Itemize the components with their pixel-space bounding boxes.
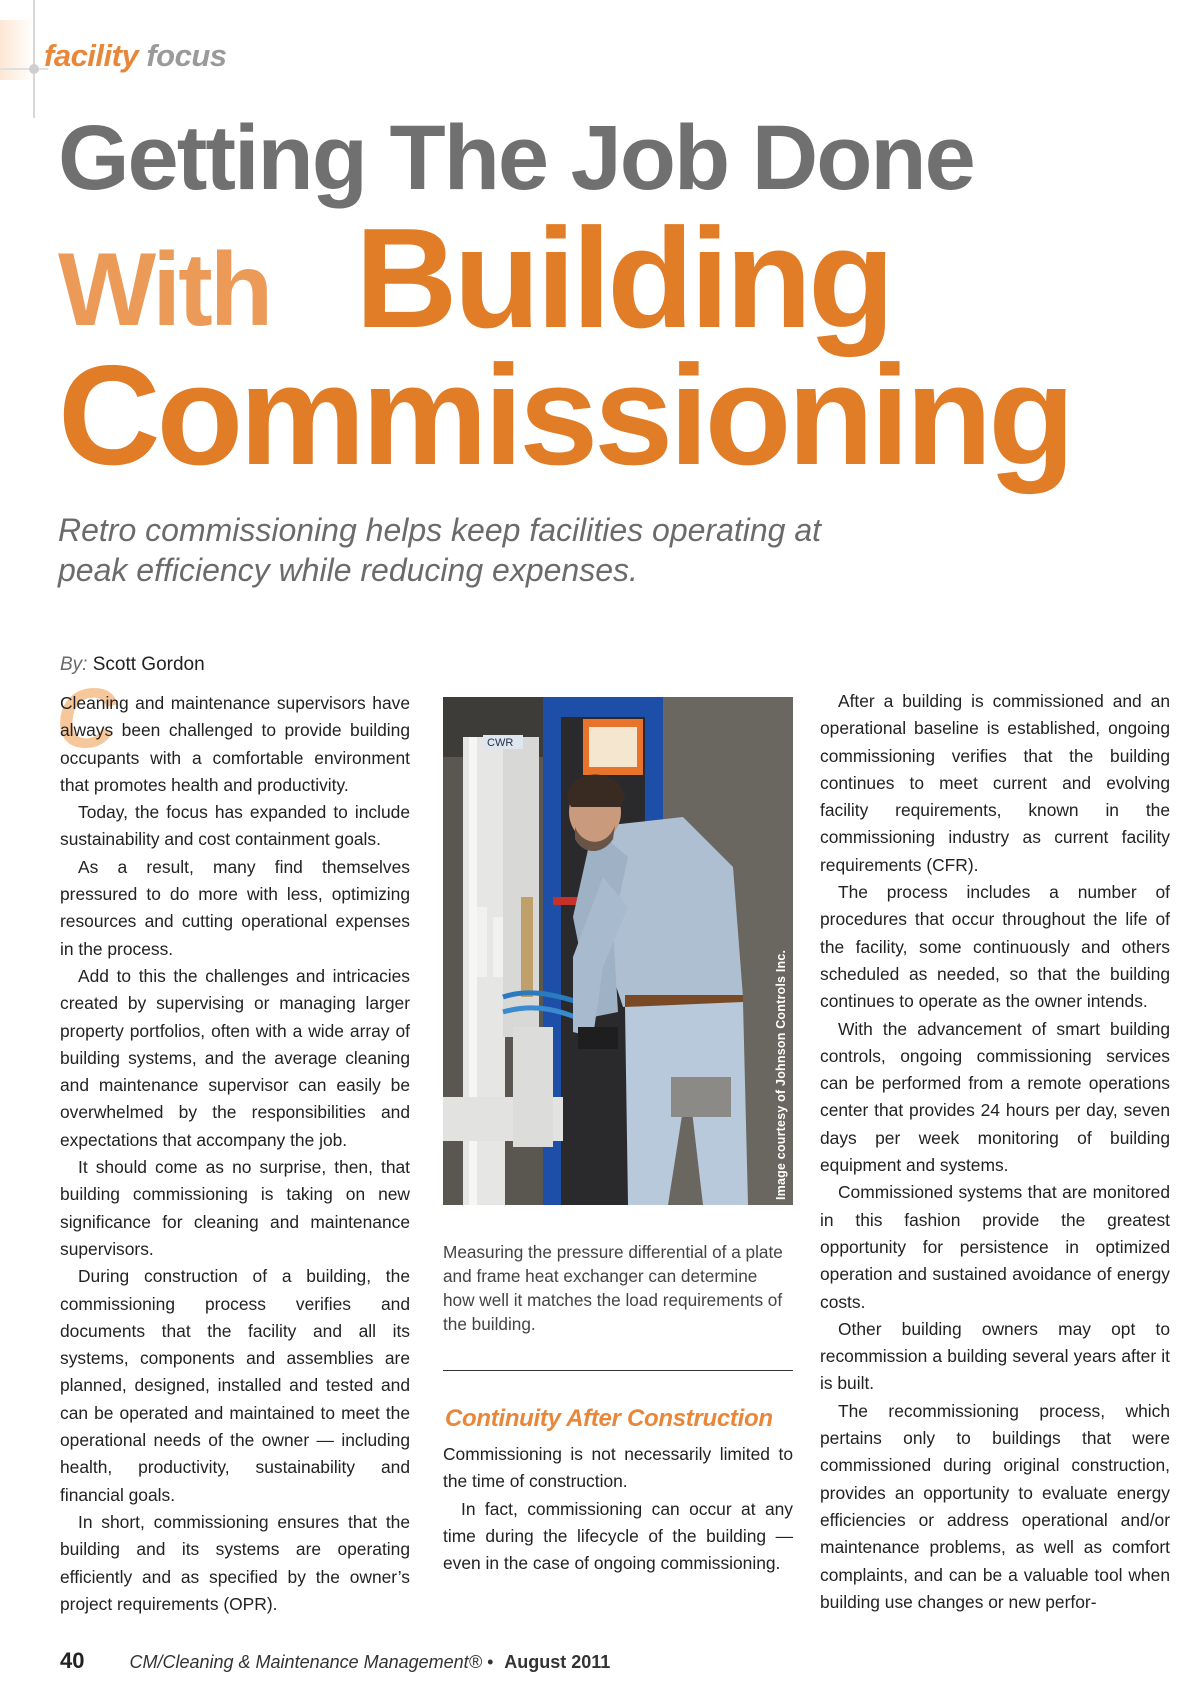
paragraph: As a result, many find themselves pressured to do more with less, optimizing resources and cutting operational expenses in the process. [60, 856, 410, 959]
subhead-continuity: Continuity After Construction [445, 1405, 773, 1432]
photo-caption: Measuring the pressure differential of a plate and frame heat exchanger can determine how well it matches the load requirements of the building. [443, 1242, 783, 1334]
article-photo [443, 697, 793, 1205]
paragraph: Cleaning and maintenance supervisors have always been challenged to provide building occupants with a comfortable environment that promotes health and productivity. [60, 693, 410, 795]
title-line3: Commissioning [58, 336, 1072, 495]
paragraph: The recommissioning process, which pertains only to buildings that were commissioned during original construction, provides an opportunity to evaluate energy efficiencies or address operational and/or maintenance problems, as well as comfort complaints, and can be a valuable tool when building use changes or new perfor- [820, 1400, 1170, 1612]
title-line1: Getting The Job Done [58, 107, 974, 209]
section-tag-word1: facility [44, 38, 139, 73]
dropcap: C [56, 671, 117, 765]
paragraph: In short, commissioning ensures that the building and its systems are operating efficiently and as specified by the owner’s project requirements (OPR). [60, 1511, 410, 1614]
photo-credit-text: Image courtesy of Johnson Controls Inc. [774, 949, 788, 1200]
issue-date: August 2011 [504, 1652, 611, 1672]
section-tag-word2: focus [146, 38, 227, 73]
paragraph: Add to this the challenges and intricacies created by supervising or managing larger property portfolios, often with a wide array of building systems, and the average cleaning and maintenance supervisor can easily be overwhelmed by the responsibilities and expectations that accompany the job. [60, 965, 410, 1150]
column-2 [443, 1441, 793, 1577]
corner-rule-vertical [33, 0, 35, 118]
paragraph: Other building owners may opt to recommission a building several years after it is built. [820, 1318, 1170, 1394]
byline-author: Scott Gordon [92, 654, 205, 675]
column-3 [820, 688, 1170, 1616]
section-divider [443, 1370, 793, 1371]
paragraph: Commissioning is not necessarily limited to the time of construction. [443, 1444, 793, 1492]
technician-photo-illustration [443, 697, 793, 1205]
paragraph: It should come as no surprise, then, that building commissioning is taking on new significance for cleaning and maintenance supervisors. [60, 1157, 410, 1259]
section-tag [44, 38, 227, 74]
corner-dot [29, 64, 39, 74]
paragraph: During construction of a building, the commissioning process verifies and documents that the facility and all its systems, components and assemblies are planned, designed, installed and tested and can be operated and maintained to meet the operational needs of the owner — including health, productivity, sustainability and financial goals. [60, 1266, 410, 1505]
photo-credit [774, 930, 794, 1200]
title-line2-small: With [58, 232, 271, 348]
title-line2-big: Building [355, 199, 891, 358]
paragraph: In fact, commissioning can occur at any time during the lifecycle of the building — even in the case of ongoing commissioning. [443, 1498, 793, 1574]
byline-label: By: [60, 654, 88, 675]
magazine-name: CM/Cleaning & Maintenance Management® • [129, 1652, 494, 1672]
page-number: 40 [60, 1648, 85, 1673]
paragraph: After a building is commissioned and an operational baseline is established, ongoing commissioning verifies that the building continues to meet current and evolving facility requirements, known in the commissioning industry as current facility requirements (CFR). [820, 691, 1170, 875]
paragraph: The process includes a number of procedures that occur throughout the life of the facility, some continuously and others scheduled as needed, so that the building continues to operate as the owner intends. [820, 882, 1170, 1012]
subtitle: Retro commissioning helps keep facilities operating at peak efficiency while reducing expenses. [58, 512, 822, 588]
corner-rule-horizontal [0, 68, 48, 70]
paragraph: Today, the focus has expanded to include sustainability and cost containment goals. [60, 802, 410, 850]
column-1 [60, 690, 410, 1618]
paragraph: Commissioned systems that are monitored in this fashion provide the greatest opportunity for persistence in optimized operation and sustained avoidance of energy costs. [820, 1182, 1170, 1312]
pipe-tag-label: CWR [487, 737, 514, 749]
paragraph: With the advancement of smart building controls, ongoing commissioning services can be performed from a remote operations center that provides 24 hours per day, seven days per week monitoring of building equipment and systems. [820, 1018, 1170, 1176]
page-footer [60, 1648, 610, 1674]
